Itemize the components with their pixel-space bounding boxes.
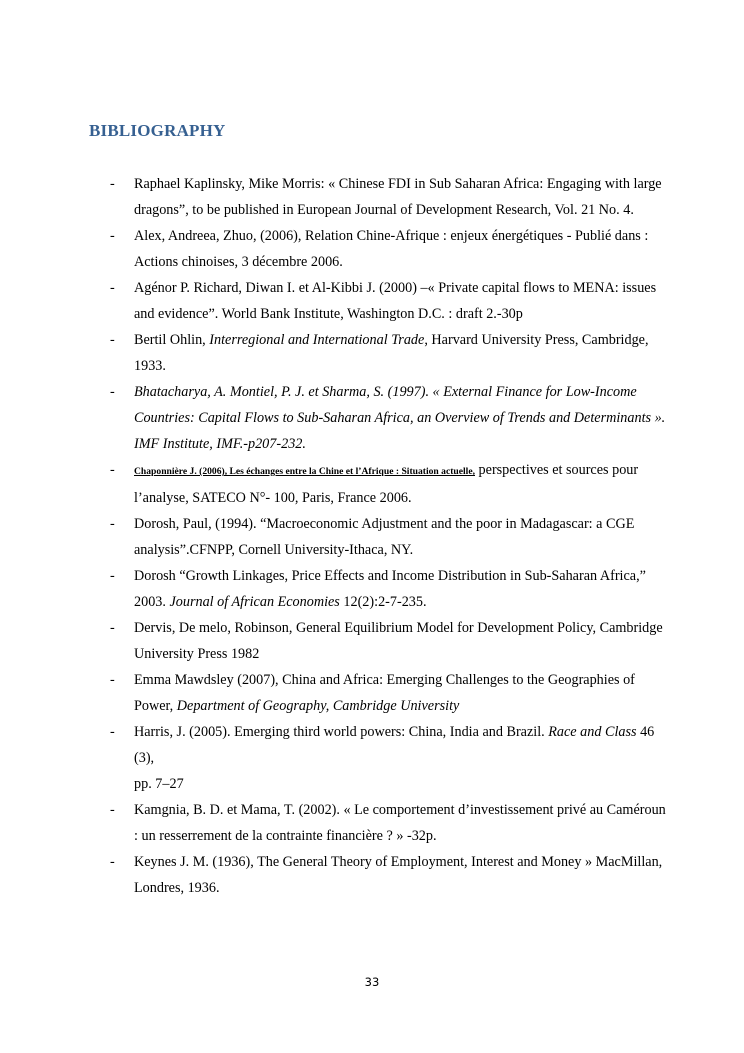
entry-text: Kamgnia, B. D. et Mama, T. (2002). « Le comportement d’investissement privé au Caméroun : un resserrement de la contrainte financière ? » -32p. — [134, 802, 666, 844]
list-marker: - — [110, 176, 115, 192]
entry-text: Keynes J. M. (1936), The General Theory of Employment, Interest and Money » MacMillan, Londres, 1936. — [134, 854, 663, 896]
entry-text: perspectives et sources pour l’analyse, SATECO N°- 100, Paris, France 2006. — [134, 462, 639, 506]
bibliography-entry — [110, 849, 670, 901]
bibliography-entry — [110, 223, 670, 275]
entry-text: Agénor P. Richard, Diwan I. et Al-Kibbi J. (2000) –« Private capital flows to MENA: issues and evidence”. World Bank Institute, Washington D.C. : draft 2.-30p — [134, 280, 657, 322]
entry-text: Bhatacharya, A. Montiel, P. J. et Sharma, S. (1997). « External Finance for Low-Income Countries: Capital Flows to Sub-Saharan Africa, an Overview of Trends and Determinants ». IMF Institute, IMF.-p207-232. — [134, 384, 666, 452]
bibliography-entry — [110, 797, 670, 849]
bibliography-entry — [110, 615, 670, 667]
bibliography-entry — [110, 379, 670, 457]
entry-text: Alex, Andreea, Zhuo, (2006), Relation Chine-Afrique : enjeux énergétiques - Publié dans : Actions chinoises, 3 décembre 2006. — [134, 228, 649, 270]
bibliography-list — [110, 171, 670, 901]
entry-text: pp. 7–27 — [134, 776, 184, 792]
entry-text: Raphael Kaplinsky, Mike Morris: « Chinese FDI in Sub Saharan Africa: Engaging with large dragons”, to be published in European Journal of Development Research, Vol. 21 No. 4. — [134, 176, 662, 218]
list-marker: - — [110, 620, 115, 636]
entry-text: Interregional and International Trade — [209, 332, 425, 348]
bibliography-entry — [110, 563, 670, 615]
bibliography-entry — [110, 719, 670, 797]
entry-text: Emma Mawdsley (2007), China and Africa: Emerging Challenges to the Geographies of Power, — [134, 672, 635, 714]
entry-text: Race and Class — [548, 724, 637, 740]
list-marker: - — [110, 516, 115, 532]
bibliography-entry — [110, 171, 670, 223]
entry-text: Department of Geography, Cambridge University — [176, 698, 460, 714]
list-marker: - — [110, 332, 115, 348]
entry-text: Dervis, De melo, Robinson, General Equilibrium Model for Development Policy, Cambridge University Press 1982 — [134, 620, 663, 662]
entry-text: Chaponnière J. (2006), Les échanges entre la Chine et l’Afrique : Situation actuelle, — [134, 466, 475, 477]
list-marker: - — [110, 854, 115, 870]
page-heading: BIBLIOGRAPHY — [89, 121, 226, 140]
bibliography-entry — [110, 511, 670, 563]
list-marker: - — [110, 724, 115, 740]
entry-text: Dorosh “Growth Linkages, Price Effects and Income Distribution in Sub-Saharan Africa,” 2003. — [134, 568, 646, 610]
bibliography-entry — [110, 327, 670, 379]
entry-text: Journal of African Economies — [169, 594, 340, 610]
bibliography-entry — [110, 275, 670, 327]
list-marker: - — [110, 384, 115, 400]
entry-text: Bertil Ohlin, — [134, 332, 210, 348]
bibliography-entry — [110, 667, 670, 719]
list-marker: - — [110, 568, 115, 584]
bibliography-entry — [110, 457, 670, 511]
list-marker: - — [110, 228, 115, 244]
entry-text: 46 (3), — [134, 724, 655, 766]
entry-text: , Harvard University Press, Cambridge, 1933. — [134, 332, 649, 374]
list-marker: - — [110, 280, 115, 296]
entry-text: Dorosh, Paul, (1994). “Macroeconomic Adjustment and the poor in Madagascar: a CGE analysis”.CFNPP, Cornell University-Ithaca, NY. — [134, 516, 635, 558]
entry-text: Harris, J. (2005). Emerging third world powers: China, India and Brazil. — [134, 724, 549, 740]
entry-text: 12(2):2-7-235. — [339, 594, 427, 610]
list-marker: - — [110, 672, 115, 688]
page-number: 33 — [364, 975, 380, 989]
list-marker: - — [110, 462, 115, 478]
list-marker: - — [110, 802, 115, 818]
